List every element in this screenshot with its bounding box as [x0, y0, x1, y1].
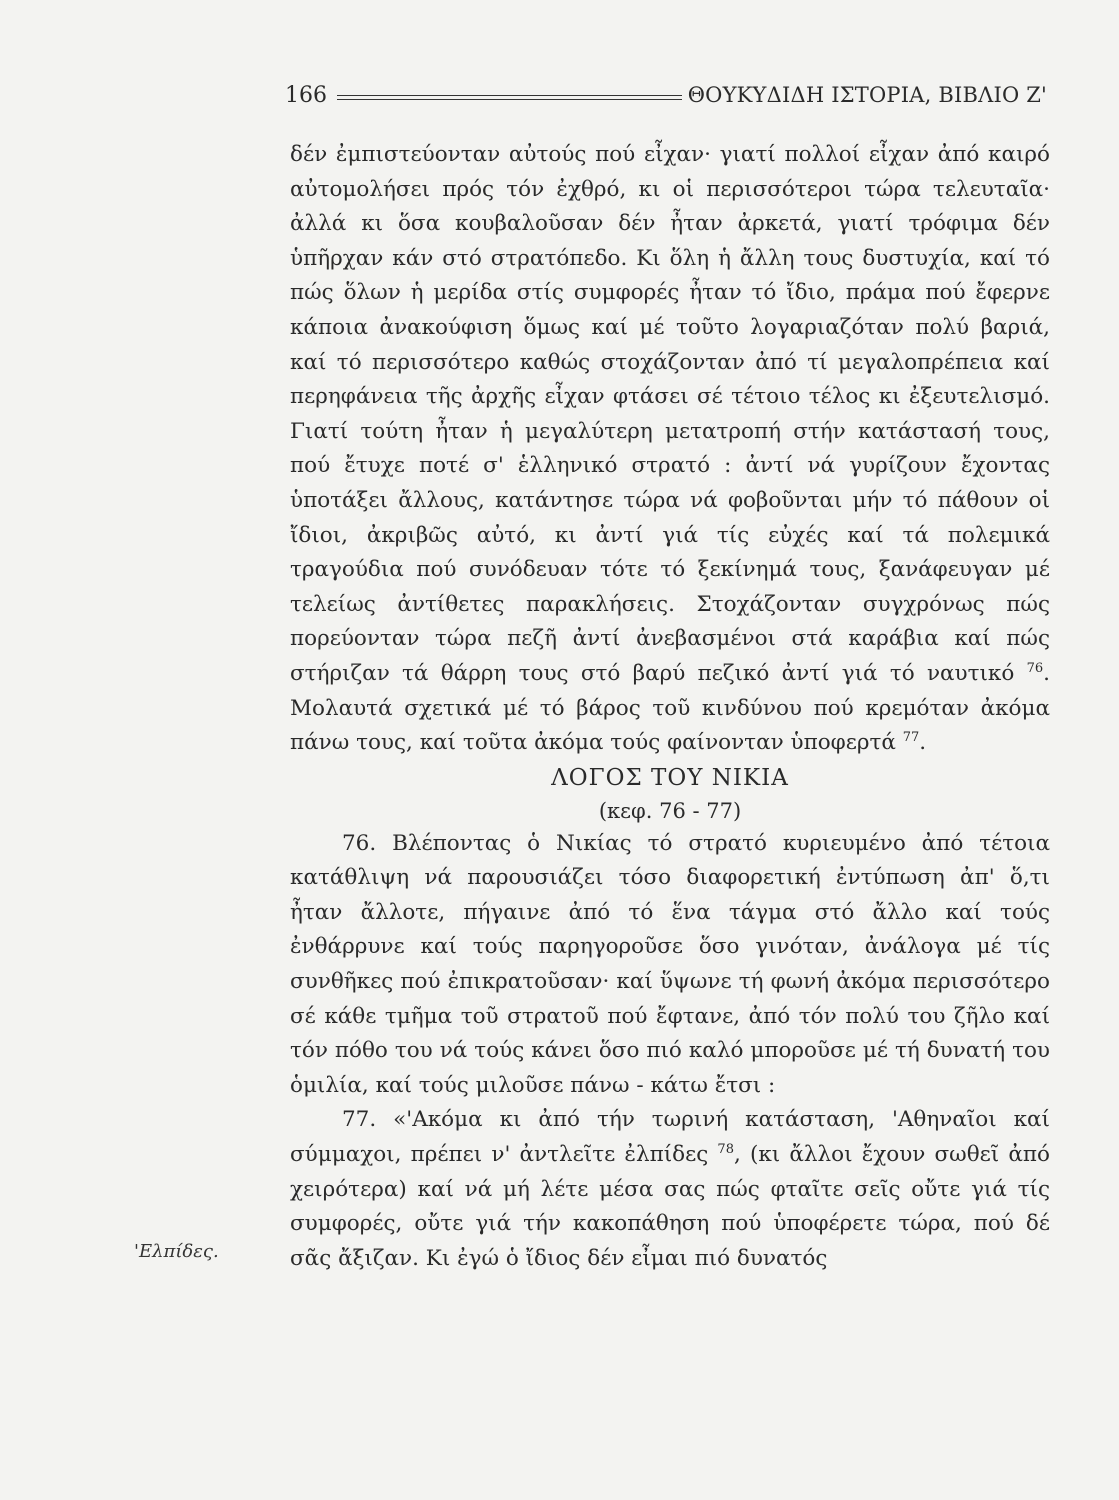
paragraph-1-text-c: . — [919, 730, 927, 756]
footnote-ref-78: 78 — [717, 1141, 734, 1157]
section-subtitle: (κεφ. 76 - 77) — [598, 798, 742, 823]
running-title: ΘΟΥΚΥΔΙΔΗ ΙΣΤΟΡΙΑ, ΒΙΒΛΙΟ Ζ' — [687, 83, 1047, 107]
header-rule — [337, 95, 682, 100]
paragraph-1-text-b: . Μολαυτά σχετικά μέ τό βάρος τοῦ κινδύνου πού κρεμόταν ἀκόμα πάνω τους, καί τοῦτα ἀκόμα τούς φαίνονταν ὑποφερτά — [290, 660, 1050, 756]
paragraph-1 — [290, 138, 1050, 761]
page-number: 166 — [285, 82, 327, 108]
paragraph-1-text-a: δέν ἐμπιστεύονταν αὐτούς πού εἶχαν· γιατί πολλοί εἶχαν ἀπό καιρό αὐτομολήσει πρός τόν ἐχθρό, κι οἱ περισσότεροι τώρα τελευταῖα· ἀλλά κι ὅσα κουβαλοῦσαν δέν ἦταν ἀρκετά, γιατί τρόφιμα δέν ὑπῆρχαν κάν στό στρατόπεδο. Κι ὅλη ἡ ἄλλη τους δυστυχία, καί τό πώς ὅλων ἡ μερίδα στίς συμφορές ἦταν τό ἴδιο, πράμα πού ἔφερνε κάποια ἀνακούφιση ὅμως καί μέ τοῦτο λογαριαζόταν πολύ βαριά, καί τό περισσότερο καθώς στοχάζονταν ἀπό τί μεγαλοπρέπεια καί περηφάνεια τῆς ἀρχῆς εἶχαν φτάσει σέ τέτοιο τέλος κι ἐξευτελισμό. Γιατί τούτη ἦταν ἡ μεγαλύτερη μετατροπή στήν κατάστασή τους, πού ἔτυχε ποτέ σ' ἑλληνικό στρατό : ἀντί νά γυρίζουν ἔχοντας ὑποτάξει ἄλλους, κατάντησε τώρα νά φοβοῦνται μήν τό πάθουν οἱ ἴδιοι, ἀκριβῶς αὐτό, κι ἀντί γιά τίς εὐχές καί τά πολεμικά τραγούδια πού συνόδευαν τότε τό ξεκίνημά τους, ξανάφευγαν μέ τελείως ἀντίθετες παρακλήσεις. Στοχάζονταν συγχρόνως πώς πορεύονταν τώρα πεζῆ ἀντί ἀνεβασμένοι στά καράβια καί πώς στήριζαν τά θάρρη τους στό βαρύ πεζικό ἀντί γιά τό ναυτικό — [290, 142, 1050, 686]
margin-note: 'Ελπίδες. — [134, 1241, 219, 1262]
paragraph-3 — [290, 1103, 1050, 1276]
footnote-ref-76: 76 — [1026, 660, 1044, 676]
paragraph-3-text-a: 77. «'Ακόμα κι ἀπό τήν τωρινή κατάσταση, 'Αθηναῖοι καί σύμμαχοι, πρέπει ν' ἀντλεῖτε ἐλπίδες — [290, 1107, 1050, 1168]
paragraph-2: 76. Βλέποντας ὁ Νικίας τό στρατό κυριευμένο ἀπό τέτοια κατάθλιψη νά παρουσιάζει τόσο διαφορετική ἐντύπωση ἀπ' ὅ,τι ἦταν ἄλλοτε, πήγαινε ἀπό τό ἕνα τάγμα στό ἄλλο καί τούς ἐνθάρρυνε καί τούς παρηγοροῦσε ὅσο γινόταν, ἀνάλογα μέ τίς συνθῆκες πού ἐπικρατοῦσαν· καί ὕψωνε τή φωνή ἀκόμα περισσότερο σέ κάθε τμῆμα τοῦ στρατοῦ πού ἔφτανε, ἀπό τόν πολύ του ζῆλο καί τόν πόθο του νά τούς κάνει ὅσο πιό καλό μποροῦσε μέ τή δυνατή του ὁμιλία, καί τούς μιλοῦσε πάνω - κάτω ἔτσι : — [290, 830, 1050, 1098]
body-text — [290, 138, 1050, 1276]
footnote-ref-77: 77 — [902, 729, 920, 745]
section-title: ΛΟΓΟΣ ΤΟΥ ΝΙΚΙΑ — [551, 764, 789, 791]
paragraph-3-text-b: , (κι ἄλλοι ἔχουν σωθεῖ ἀπό χειρότερα) καί νά μή λέτε μέσα σας πώς φταῖτε σεῖς οὔτε γιά τίς συμφορές, οὔτε γιά τήν κακοπάθηση πού ὑποφέρετε τώρα, πού δέ σᾶς ἄξιζαν. Κι ἐγώ ὁ ἴδιος δέν εἶμαι πιό δυνατός — [290, 1142, 1050, 1271]
page-header — [285, 78, 1047, 112]
